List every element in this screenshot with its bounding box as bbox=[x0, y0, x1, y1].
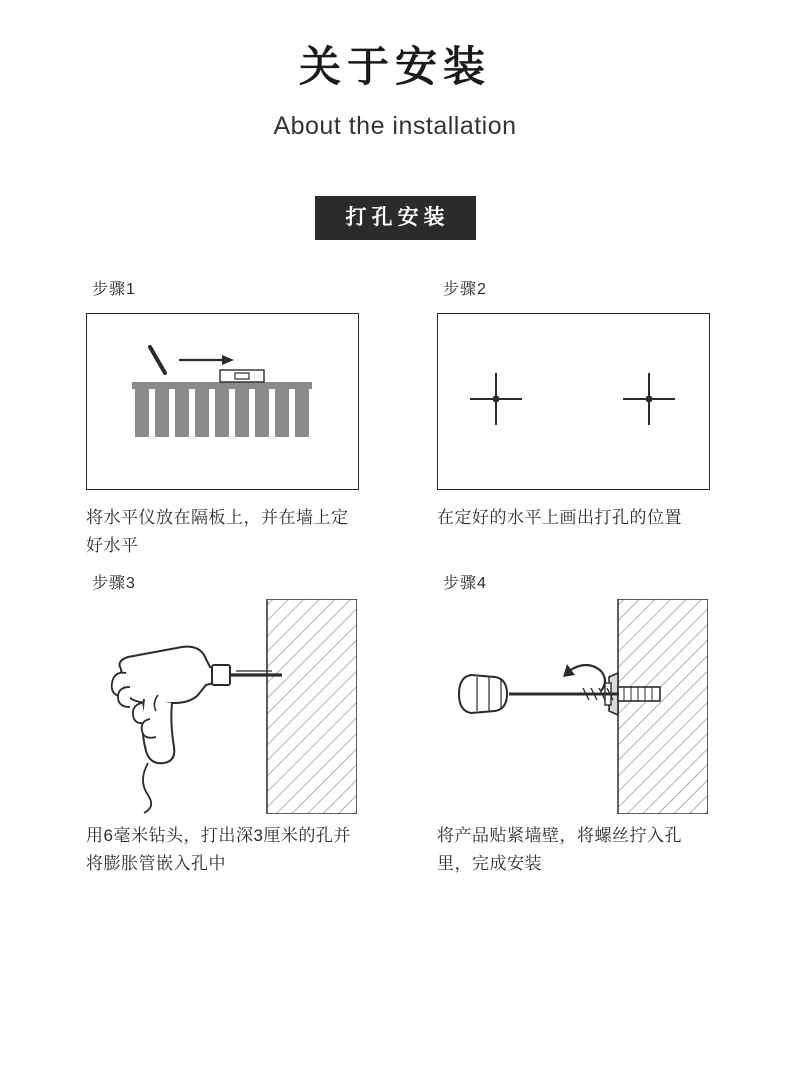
step-4-label: 步骤4 bbox=[443, 574, 487, 592]
page-title-en: About the installation bbox=[273, 112, 517, 141]
section-badge-wrapper bbox=[0, 196, 790, 239]
step-3 bbox=[86, 570, 359, 878]
level-on-shelf-illustration bbox=[87, 314, 358, 489]
step-4-caption: 将产品贴紧墙壁，将螺丝拧入孔里，完成安装 bbox=[437, 825, 682, 873]
step-1-caption: 将水平仪放在隔板上，并在墙上定好水平 bbox=[86, 507, 349, 555]
step-3-label: 步骤3 bbox=[92, 574, 136, 592]
marked-hole-positions-illustration bbox=[438, 314, 709, 489]
step-1-label: 步骤1 bbox=[92, 280, 136, 298]
screwdriver-screw-illustration bbox=[437, 599, 708, 814]
step-1 bbox=[86, 276, 359, 560]
section-badge: 打孔安装 bbox=[315, 196, 476, 239]
page-title-cn: 关于安装 bbox=[298, 43, 491, 90]
step-3-caption: 用6毫米钻头，打出深3厘米的孔并将膨胀管嵌入孔中 bbox=[86, 825, 351, 873]
step-3-figure bbox=[86, 599, 357, 814]
step-2-caption: 在定好的水平上画出打孔的位置 bbox=[437, 507, 682, 527]
step-4 bbox=[437, 570, 710, 878]
step-2-label: 步骤2 bbox=[443, 280, 487, 298]
steps-grid bbox=[0, 276, 790, 878]
step-2 bbox=[437, 276, 710, 560]
step-1-figure bbox=[86, 313, 359, 490]
step-4-figure bbox=[437, 599, 708, 814]
step-2-figure bbox=[437, 313, 710, 490]
drilling-wall-illustration bbox=[86, 599, 357, 814]
